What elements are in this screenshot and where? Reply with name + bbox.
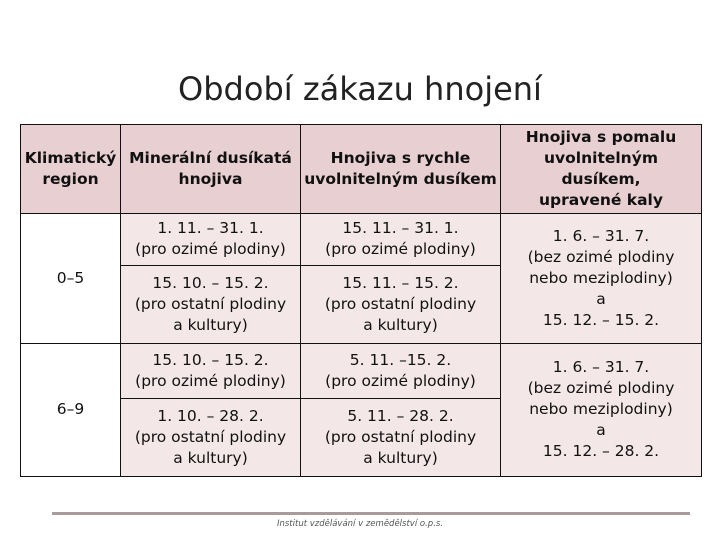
header-slow-release: Hnojiva s pomalu uvolnitelným dusíkem, upravené kaly [501, 125, 702, 214]
mineral-cell: 15. 10. – 15. 2. (pro ozimé plodiny) [121, 343, 301, 398]
region-cell: 6–9 [21, 343, 121, 476]
table-row [21, 213, 702, 265]
mineral-cell: 1. 11. – 31. 1. (pro ozimé plodiny) [121, 213, 301, 265]
footer-divider [52, 512, 690, 515]
mineral-cell: 1. 10. – 28. 2. (pro ostatní plodiny a kultury) [121, 398, 301, 476]
fast-release-cell: 5. 11. –15. 2. (pro ozimé plodiny) [301, 343, 501, 398]
slow-release-cell: 1. 6. – 31. 7. (bez ozimé plodiny nebo meziplodiny) a 15. 12. – 28. 2. [501, 343, 702, 476]
slide-title: Období zákazu hnojení [178, 70, 542, 108]
table-header-row [21, 125, 702, 214]
header-mineral-fertilizers: Minerální dusíkatá hnojiva [121, 125, 301, 214]
footer-institution: Institut vzdělávání v zemědělství o.p.s. [276, 519, 444, 529]
fast-release-cell: 15. 11. – 15. 2. (pro ostatní plodiny a kultury) [301, 265, 501, 343]
region-cell: 0–5 [21, 213, 121, 343]
fast-release-cell: 5. 11. – 28. 2. (pro ostatní plodiny a kultury) [301, 398, 501, 476]
fertilization-ban-table [20, 124, 702, 477]
table-row [21, 343, 702, 398]
mineral-cell: 15. 10. – 15. 2. (pro ostatní plodiny a kultury) [121, 265, 301, 343]
header-fast-release: Hnojiva s rychle uvolnitelným dusíkem [301, 125, 501, 214]
header-climate-region: Klimatický region [21, 125, 121, 214]
slow-release-cell: 1. 6. – 31. 7. (bez ozimé plodiny nebo meziplodiny) a 15. 12. – 15. 2. [501, 213, 702, 343]
fast-release-cell: 15. 11. – 31. 1. (pro ozimé plodiny) [301, 213, 501, 265]
